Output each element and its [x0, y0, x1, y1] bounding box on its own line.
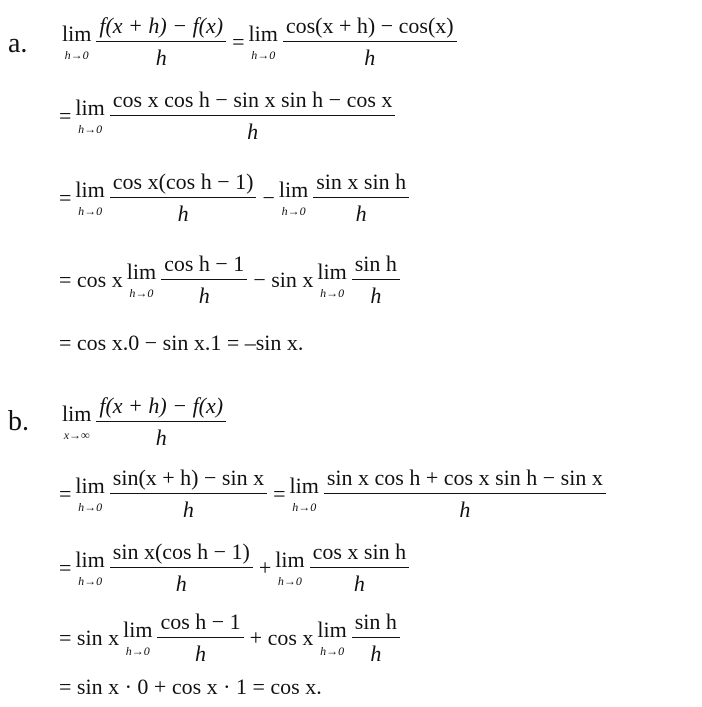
part-b-line-4	[55, 610, 402, 665]
fraction-denominator: h	[353, 571, 365, 597]
limit-operator	[289, 472, 319, 514]
fraction-denominator: h	[459, 497, 471, 523]
fraction-denominator: h	[198, 283, 210, 309]
fraction-numerator: sin x(cos h − 1)	[112, 539, 250, 564]
fraction	[352, 610, 400, 665]
math-text: +	[258, 554, 272, 580]
part-a-label: a.	[8, 28, 28, 59]
limit-word: lim	[317, 258, 347, 284]
limit-subscript: h→0	[277, 573, 302, 588]
fraction	[324, 466, 606, 521]
math-text: =	[59, 554, 72, 580]
math-text: − sin x	[253, 266, 314, 292]
fraction	[310, 540, 410, 595]
fraction-denominator: h	[195, 641, 207, 667]
fraction-numerator: sin x cos h + cos x sin h − sin x	[326, 465, 603, 490]
limit-word: lim	[75, 176, 105, 202]
limit-word: lim	[126, 258, 157, 284]
part-b-line-5	[55, 676, 326, 698]
limit-operator	[126, 258, 157, 300]
fraction-numerator: sin h	[354, 609, 397, 634]
part-b-line-2	[55, 466, 608, 521]
limit-operator	[317, 258, 347, 300]
fraction	[96, 14, 226, 69]
math-text: = cos x	[59, 266, 123, 292]
fraction	[110, 540, 253, 595]
math-text: −	[262, 184, 275, 210]
part-b-line-1	[62, 394, 228, 449]
limit-word: lim	[75, 546, 105, 572]
limit-word: lim	[123, 616, 153, 642]
limit-subscript: h→0	[320, 285, 345, 300]
fraction-denominator: h	[370, 283, 382, 309]
limit-subscript: h→0	[78, 203, 103, 218]
fraction-numerator: sin x sin h	[316, 169, 407, 194]
math-text: =	[273, 480, 286, 506]
math-text: = sin x · 0 + cos x · 1 = cos x.	[59, 674, 322, 699]
fraction-denominator: h	[364, 45, 376, 71]
fraction-numerator: cos h − 1	[164, 251, 245, 276]
limit-subscript: h→0	[78, 121, 103, 136]
limit-operator	[75, 472, 105, 514]
fraction-denominator: h	[247, 119, 259, 145]
fraction	[313, 170, 409, 225]
limit-subscript: x→∞	[63, 427, 90, 442]
fraction-denominator: h	[175, 571, 187, 597]
limit-operator	[62, 20, 92, 62]
fraction-denominator: h	[370, 641, 382, 667]
limit-operator	[317, 616, 347, 658]
limit-operator	[248, 20, 278, 62]
fraction-numerator: cos x(cos h − 1)	[112, 169, 254, 194]
fraction-numerator: sin h	[354, 251, 397, 276]
limit-operator	[123, 616, 153, 658]
limit-operator	[278, 176, 309, 218]
limit-operator	[62, 400, 92, 442]
math-text: =	[59, 184, 72, 210]
fraction	[161, 252, 247, 307]
limit-word: lim	[75, 472, 105, 498]
math-text: =	[232, 28, 245, 54]
part-a-line-2	[55, 88, 397, 143]
limit-word: lim	[62, 400, 92, 426]
fraction-numerator: cos x cos h − sin x sin h − cos x	[112, 87, 393, 112]
part-a-line-5	[55, 332, 307, 354]
fraction-numerator: cos x sin h	[312, 539, 407, 564]
limit-subscript: h→0	[129, 285, 154, 300]
part-b-label: b.	[8, 406, 29, 437]
fraction	[110, 466, 267, 521]
limit-word: lim	[317, 616, 347, 642]
fraction-denominator: h	[182, 497, 194, 523]
limit-operator	[275, 546, 305, 588]
limit-subscript: h→0	[251, 47, 276, 62]
fraction-numerator: f(x + h) − f(x)	[99, 393, 224, 418]
limit-word: lim	[275, 546, 305, 572]
fraction-denominator: h	[177, 201, 189, 227]
fraction	[96, 394, 226, 449]
fraction	[283, 14, 457, 69]
fraction	[110, 170, 257, 225]
math-text: =	[59, 102, 72, 128]
limit-word: lim	[75, 94, 105, 120]
limit-subscript: h→0	[281, 203, 306, 218]
fraction-denominator: h	[155, 45, 167, 71]
limit-subscript: h→0	[292, 499, 317, 514]
fraction	[352, 252, 400, 307]
fraction-numerator: cos h − 1	[160, 609, 241, 634]
limit-subscript: h→0	[78, 573, 103, 588]
limit-subscript: h→0	[125, 643, 150, 658]
limit-operator	[75, 546, 105, 588]
limit-operator	[75, 176, 105, 218]
math-text: = sin x	[59, 624, 120, 650]
limit-subscript: h→0	[320, 643, 345, 658]
part-a-line-4	[55, 252, 402, 307]
limit-subscript: h→0	[78, 499, 103, 514]
math-text: = cos x.0 − sin x.1 = –sin x.	[59, 330, 304, 355]
limit-word: lim	[289, 472, 319, 498]
fraction-denominator: h	[155, 425, 167, 451]
math-text: =	[59, 480, 72, 506]
fraction-numerator: sin(x + h) − sin x	[112, 465, 265, 490]
fraction	[157, 610, 243, 665]
fraction-numerator: f(x + h) − f(x)	[99, 13, 224, 38]
fraction-denominator: h	[355, 201, 367, 227]
fraction	[110, 88, 396, 143]
limit-operator	[75, 94, 105, 136]
part-b-line-3	[55, 540, 411, 595]
limit-word: lim	[62, 20, 92, 46]
part-a-line-1	[62, 14, 459, 69]
math-text: + cos x	[249, 624, 314, 650]
limit-word: lim	[278, 176, 309, 202]
limit-subscript: h→0	[64, 47, 89, 62]
part-a-line-3	[55, 170, 411, 225]
limit-word: lim	[248, 20, 278, 46]
fraction-numerator: cos(x + h) − cos(x)	[285, 13, 454, 38]
